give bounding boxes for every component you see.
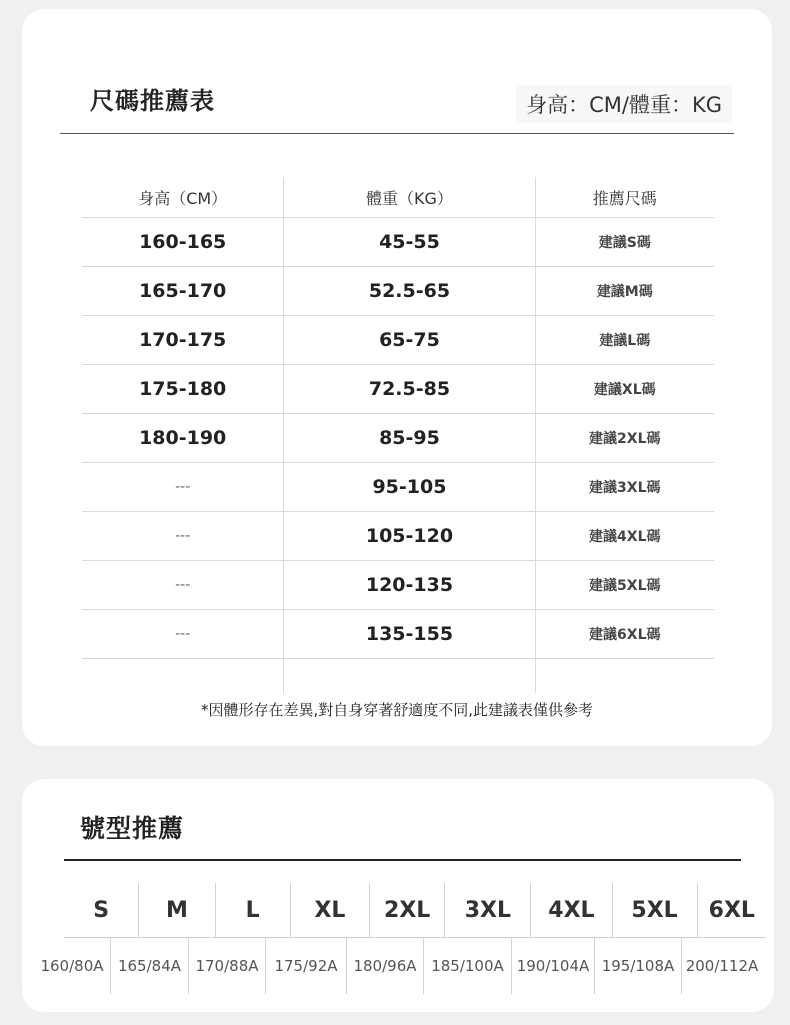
trailing-cell xyxy=(536,659,714,693)
size-label: XL xyxy=(291,883,370,937)
header-weight: 體重（KG） xyxy=(284,177,535,217)
table-row xyxy=(82,414,714,463)
weight-cell-text: 45-55 xyxy=(379,231,440,253)
size-label: 4XL xyxy=(531,883,612,937)
table-row xyxy=(82,561,714,610)
recommended-size-cell xyxy=(536,316,714,364)
recommended-size-cell xyxy=(536,512,714,560)
table-row xyxy=(82,610,714,659)
table-trailing-row xyxy=(82,659,714,693)
height-cell-text: 170-175 xyxy=(139,329,227,351)
height-cell-text: --- xyxy=(175,528,191,544)
recommended-size-cell-text: 建議6XL碼 xyxy=(589,627,661,643)
weight-cell xyxy=(284,267,535,315)
height-cell-text: 160-165 xyxy=(139,231,227,253)
height-cell-text: 165-170 xyxy=(139,280,227,302)
size-label: L xyxy=(216,883,291,937)
recommended-size-cell-text: 建議XL碼 xyxy=(593,382,656,398)
weight-cell-text: 120-135 xyxy=(365,574,454,596)
size-chart-title: 尺碼推薦表 xyxy=(90,87,215,115)
size-chart-card xyxy=(22,9,772,746)
recommended-size-cell-text: 建議2XL碼 xyxy=(589,431,661,447)
weight-cell xyxy=(284,316,535,364)
weight-cell-text: 105-120 xyxy=(365,525,454,547)
height-cell-text: --- xyxy=(175,626,191,642)
size-code: 175/92A xyxy=(266,938,347,994)
recommended-size-cell xyxy=(536,218,714,266)
recommended-size-cell-text: 建議4XL碼 xyxy=(589,529,661,545)
height-cell xyxy=(82,365,284,413)
trailing-cell xyxy=(82,659,284,693)
weight-cell-text: 135-155 xyxy=(365,623,454,645)
header-height: 身高（CM） xyxy=(82,177,284,217)
weight-cell xyxy=(284,365,535,413)
size-code: 165/84A xyxy=(111,938,189,994)
weight-cell xyxy=(284,463,535,511)
title-divider xyxy=(60,133,734,134)
table-row xyxy=(82,463,714,512)
weight-cell xyxy=(284,610,535,658)
size-label: 3XL xyxy=(445,883,531,937)
height-cell-text: 175-180 xyxy=(139,378,227,400)
size-code: 190/104A xyxy=(512,938,595,994)
height-cell xyxy=(82,414,284,462)
weight-cell-text: 72.5-85 xyxy=(368,378,451,400)
height-cell xyxy=(82,610,284,658)
height-cell xyxy=(82,561,284,609)
size-code-grid xyxy=(34,883,766,994)
weight-cell-text: 95-105 xyxy=(372,476,447,498)
table-header-row xyxy=(82,177,714,218)
size-code-row xyxy=(34,938,766,994)
recommended-size-cell xyxy=(536,561,714,609)
recommended-size-cell xyxy=(536,267,714,315)
table-row xyxy=(82,267,714,316)
disclaimer-footnote: *因體形存在差異,對自身穿著舒適度不同,此建議表僅供參考 xyxy=(200,701,594,719)
size-label: 2XL xyxy=(370,883,445,937)
weight-cell xyxy=(284,561,535,609)
table-row xyxy=(82,365,714,414)
table-row xyxy=(82,218,714,267)
trailing-cell xyxy=(284,659,535,693)
height-cell-text: --- xyxy=(175,479,191,495)
size-code: 160/80A xyxy=(34,938,111,994)
recommended-size-cell xyxy=(536,610,714,658)
size-code-divider xyxy=(64,859,741,861)
size-label: 5XL xyxy=(613,883,698,937)
size-label: M xyxy=(139,883,215,937)
recommended-size-cell-text: 建議5XL碼 xyxy=(589,578,661,594)
size-table xyxy=(82,177,714,693)
table-row xyxy=(82,512,714,561)
height-cell xyxy=(82,316,284,364)
height-cell xyxy=(82,218,284,266)
size-code: 200/112A xyxy=(685,957,759,975)
size-code-title: 號型推薦 xyxy=(80,814,185,843)
size-code: 195/108A xyxy=(595,938,682,994)
size-code: 185/100A xyxy=(424,938,512,994)
table-row xyxy=(82,316,714,365)
weight-cell-text: 85-95 xyxy=(379,427,440,449)
size-label: S xyxy=(64,883,139,937)
height-cell xyxy=(82,463,284,511)
size-label-row xyxy=(64,883,766,938)
recommended-size-cell xyxy=(536,365,714,413)
size-code: 170/88A xyxy=(189,938,266,994)
recommended-size-cell xyxy=(536,414,714,462)
header-recommended-size: 推薦尺碼 xyxy=(592,188,657,208)
unit-note: 身高：CM/體重：KG xyxy=(516,85,732,123)
height-cell xyxy=(82,267,284,315)
height-cell-text: 180-190 xyxy=(139,427,227,449)
recommended-size-cell xyxy=(536,463,714,511)
recommended-size-cell-text: 建議S碼 xyxy=(598,235,651,251)
height-cell-text: --- xyxy=(175,577,191,593)
weight-cell-text: 65-75 xyxy=(379,329,440,351)
recommended-size-cell-text: 建議3XL碼 xyxy=(589,480,661,496)
weight-cell-text: 52.5-65 xyxy=(368,280,451,302)
recommended-size-cell-text: 建議L碼 xyxy=(599,333,651,349)
weight-cell xyxy=(284,218,535,266)
size-code: 180/96A xyxy=(347,938,424,994)
weight-cell xyxy=(284,414,535,462)
height-cell xyxy=(82,512,284,560)
size-code-card xyxy=(22,779,774,1012)
recommended-size-cell-text: 建議M碼 xyxy=(596,284,653,300)
size-label: 6XL xyxy=(708,897,755,923)
weight-cell xyxy=(284,512,535,560)
